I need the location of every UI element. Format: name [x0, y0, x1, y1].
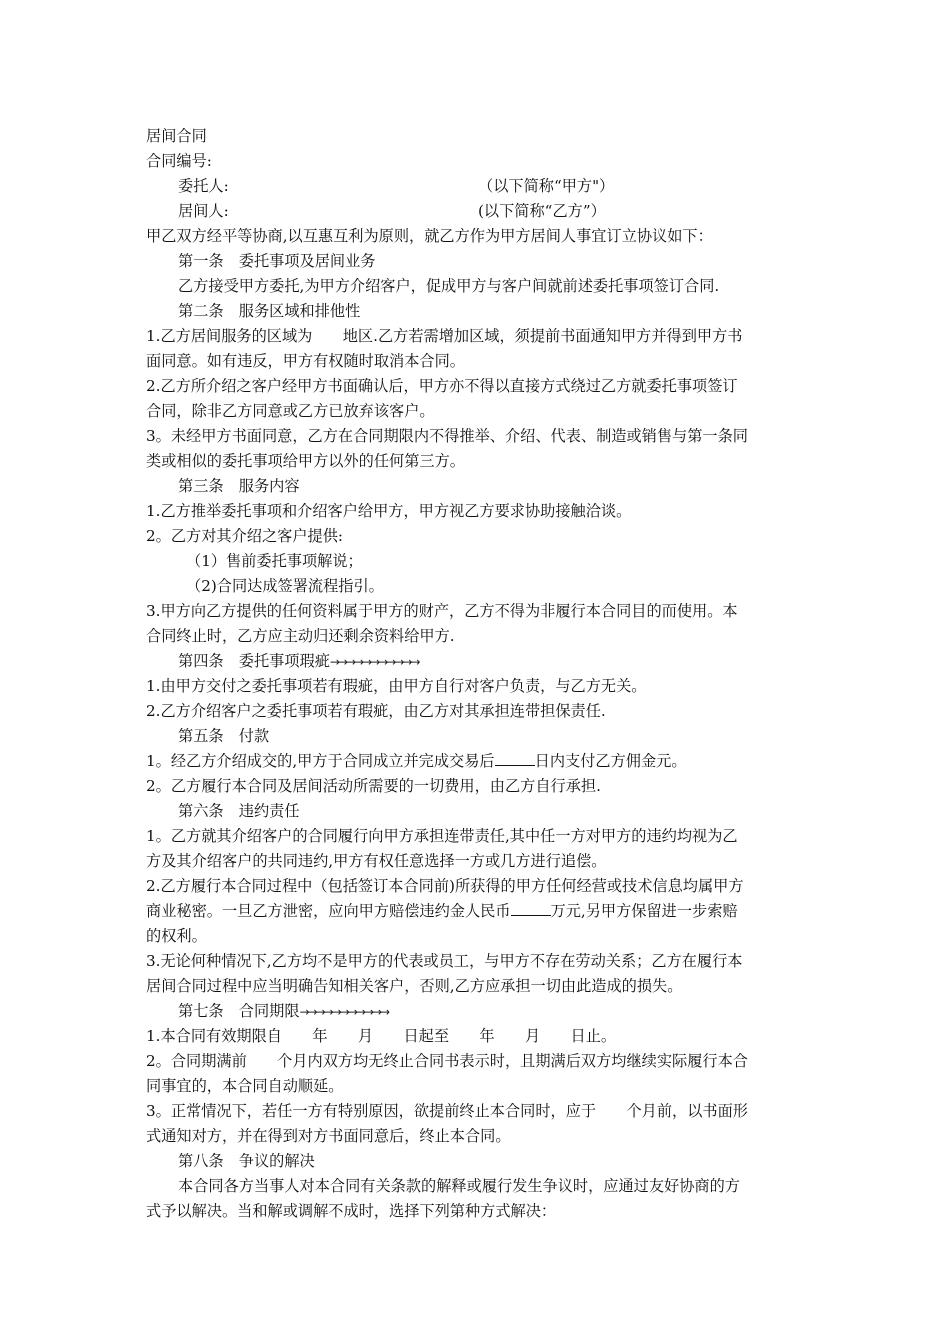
broker-label: 居间人:: [178, 202, 229, 220]
blank-days-field: [495, 751, 535, 766]
article-1-title: 第一条 委托事项及居间业务: [178, 252, 376, 270]
article-2-clause-3-line-1: 3。未经甲方书面同意，乙方在合同期限内不得推举、介绍、代表、制造或销售与第一条同: [146, 427, 748, 445]
intro-paragraph: 甲乙双方经平等协商,以互惠互利为原则，就乙方作为甲方居间人事宜订立协议如下：: [146, 227, 713, 245]
blank-amount-field: [511, 901, 551, 916]
article-4-title: 第四条 委托事项瑕疵: [178, 652, 330, 670]
article-6-clause-1-line-2: 方及其介绍客户的共同违约,甲方有权任意选择一方或几方进行追偿。: [146, 852, 607, 870]
article-7-title-line: [178, 1001, 388, 1022]
article-3-item-2: （2)合同达成签署流程指引。: [186, 577, 384, 595]
tab-arrows-icon: →→→→→→→→→→→: [329, 655, 419, 669]
article-2-clause-1-line-2: 面同意。如有违反，甲方有权随时取消本合同。: [146, 352, 465, 370]
article-5-clause-1-part-a: 1。经乙方介绍成交的,甲方于合同成立并完成交易后: [146, 752, 495, 770]
article-3-item-1: （1）售前委托事项解说；: [186, 552, 363, 570]
article-6-clause-2-part-b: 万元,另甲方保留进一步索赔: [550, 902, 738, 920]
principal-note: （以下简称“甲方"）: [478, 177, 615, 195]
article-6-clause-3-line-2: 居间合同过程中应当明确告知相关客户，否则,乙方应承担一切由此造成的损失。: [146, 977, 683, 995]
broker-note: (以下简称“乙方”）: [478, 202, 606, 220]
article-3-clause-3-line-2: 合同终止时，乙方应主动归还剩余资料给甲方.: [146, 627, 455, 645]
article-5-clause-1-part-b: 日内支付乙方佣金元。: [534, 752, 687, 770]
article-3-clause-3-line-1: 3.甲方向乙方提供的任何资料属于甲方的财产，乙方不得为非履行本合同目的而使用。本: [146, 602, 738, 620]
article-2-clause-2-line-1: 2.乙方所介绍之客户经甲方书面确认后，甲方亦不得以直接方式绕过乙方就委托事项签订: [146, 377, 738, 395]
article-7-clause-2-line-1: 2。合同期满前 个月内双方均无终止合同书表示时，且期满后双方均继续实际履行本合: [146, 1052, 748, 1070]
contract-title: 居间合同: [146, 127, 207, 145]
article-6-clause-2-line-2: [146, 901, 738, 921]
article-5-clause-1: [146, 751, 687, 771]
article-6-title: 第六条 违约责任: [178, 802, 300, 820]
article-6-clause-2-part-a: 商业秘密。一旦乙方泄密，应向甲方赔偿违约金人民币: [146, 902, 511, 920]
article-2-clause-1-line-1: 1.乙方居间服务的区域为 地区.乙方若需增加区域，须提前书面通知甲方并得到甲方书: [146, 327, 743, 345]
article-7-clause-3-line-2: 式通知对方，并在得到对方书面同意后，终止本合同。: [146, 1127, 511, 1145]
article-4-title-line: [178, 651, 418, 672]
principal-label: 委托人:: [178, 177, 229, 195]
article-7-clause-2-line-2: 同事宜的，本合同自动顺延。: [146, 1077, 344, 1095]
article-8-paragraph-line-2: 式予以解决。当和解或调解不成时，选择下列第种方式解决：: [146, 1202, 557, 1220]
article-7-title: 第七条 合同期限: [178, 1002, 300, 1020]
article-2-clause-2-line-2: 合同，除非乙方同意或乙方已放弃该客户。: [146, 402, 435, 420]
article-2-clause-3-line-2: 类或相似的委托事项给甲方以外的任何第三方。: [146, 452, 465, 470]
article-6-clause-1-line-1: 1。乙方就其介绍客户的合同履行向甲方承担连带责任,其中任一方对甲方的违约均视为乙: [146, 827, 738, 845]
article-7-clause-3-line-1: 3。正常情况下，若任一方有特别原因，欲提前终止本合同时，应于 个月前，以书面形: [146, 1102, 748, 1120]
article-3-clause-2: 2。乙方对其介绍之客户提供:: [146, 527, 344, 545]
article-8-paragraph-line-1: 本合同各方当事人对本合同有关条款的解释或履行发生争议时，应通过友好协商的方: [178, 1177, 740, 1195]
article-4-clause-2: 2.乙方介绍客户之委托事项若有瑕疵，由乙方对其承担连带担保责任.: [146, 702, 606, 720]
contract-number-label: 合同编号:: [146, 152, 212, 170]
tab-arrows-icon: →→→→→→→→→→→: [299, 1005, 389, 1019]
article-6-clause-2-line-3: 的权利。: [146, 927, 207, 945]
article-7-clause-1: 1.本合同有效期限自 年 月 日起至 年 月 日止。: [146, 1027, 617, 1045]
article-8-title: 第八条 争议的解决: [178, 1152, 315, 1170]
article-5-title: 第五条 付款: [178, 727, 270, 745]
article-6-clause-2-line-1: 2.乙方履行本合同过程中（包括签订本合同前)所获得的甲方任何经营或技术信息均属甲方: [146, 877, 744, 895]
article-4-clause-1: 1.由甲方交付之委托事项若有瑕疵，由甲方自行对客户负责，与乙方无关。: [146, 677, 647, 695]
article-6-clause-3-line-1: 3.无论何种情况下,乙方均不是甲方的代表或员工，与甲方不存在劳动关系；乙方在履行本: [146, 952, 743, 970]
article-1-paragraph: 乙方接受甲方委托,为甲方介绍客户，促成甲方与客户间就前述委托事项签订合同.: [178, 277, 720, 295]
article-3-title: 第三条 服务内容: [178, 477, 300, 495]
article-3-clause-1: 1.乙方推举委托事项和介绍客户给甲方，甲方视乙方要求协助接触洽谈。: [146, 502, 632, 520]
article-2-title: 第二条 服务区域和排他性: [178, 302, 361, 320]
article-5-clause-2: 2。乙方履行本合同及居间活动所需要的一切费用，由乙方自行承担.: [146, 777, 601, 795]
